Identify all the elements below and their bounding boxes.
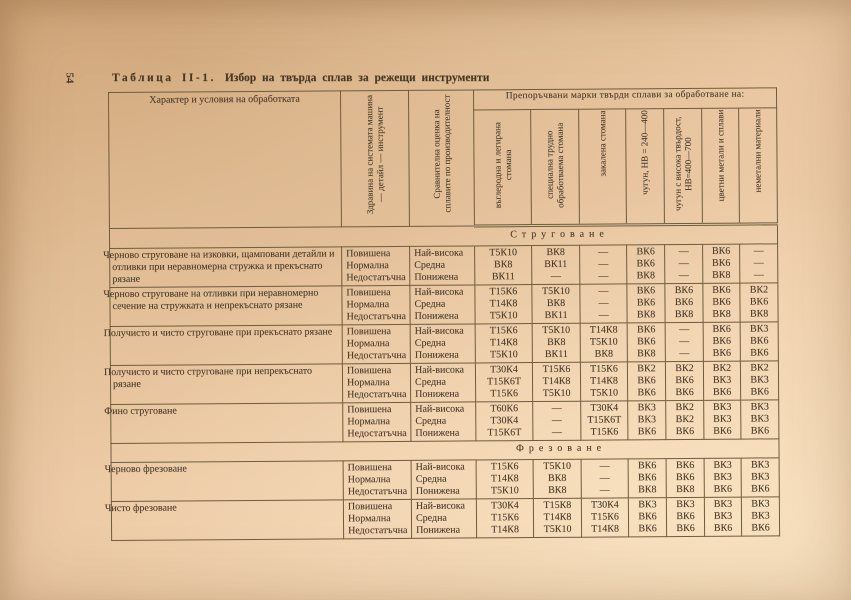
cell-line: Т15К8 [543,499,572,511]
cell-line: ВК6 [675,471,695,484]
cell-line: Т30К4 [590,402,619,414]
cell-line: Понижена [414,310,459,322]
row-values [580,284,627,323]
row-rating [410,285,475,324]
cell-line: — [679,335,690,348]
table-header [109,88,778,229]
cell-line: Нормална [347,416,390,428]
row-values [532,323,580,362]
table-container [103,87,780,541]
cell-line: Т15К6 [491,512,519,524]
cell-line: ВК6 [713,522,733,534]
cell-line: ВК6 [637,426,657,438]
cell-line: Т5К10 [542,387,571,399]
section-title: Струговане [510,228,609,241]
cell-line: Недостатъчна [347,388,407,401]
cell-line: ВК3 [751,498,770,510]
row-values [666,458,704,497]
cell-line: Недостатъчна [347,485,408,498]
row-values [740,283,778,322]
cell-line: Т15К6 [591,511,619,523]
alloy-selection-table [103,87,780,541]
cell-line: Т14К8 [543,511,572,523]
cell-line: ВК6 [637,387,656,399]
cell-line: Средна [415,512,447,524]
row-rating [411,402,476,441]
row-values [704,400,741,439]
table-number-label: Таблица II-1. [112,72,216,84]
row-strength [343,402,411,441]
row-values [703,322,740,361]
row-values [740,244,778,283]
cell-line: ВК2 [675,401,694,414]
cell-line: Най-висока [414,364,464,376]
cell-line: ВК8 [712,269,731,281]
row-values [475,363,532,402]
cell-line: — [678,257,689,270]
cell-line: ВК8 [637,348,656,360]
cell-line: ВК6 [712,386,732,398]
cell-line: — [678,245,689,258]
cell-line: ВК3 [713,471,732,483]
material-column-header [474,110,532,226]
cell-line: — [599,472,610,484]
cell-line: ВК2 [675,413,695,426]
row-rating [410,246,475,285]
cell-line: ВК6 [676,510,695,523]
cell-line: ВК3 [713,498,733,510]
page-number: 54 [63,72,76,84]
cell-line: ВК6 [711,245,731,257]
row-rating [411,499,476,538]
cell-line: Понижена [416,524,461,536]
cell-line: ВК6 [636,324,656,336]
row-rating [410,363,475,402]
row-values [533,401,581,440]
cell-line: — [551,402,562,414]
cell-line: Т5К10 [489,247,518,259]
cell-line: Т30К4 [490,415,519,427]
header-cell-rating [408,90,474,226]
cell-line: ВК8 [494,259,513,271]
cell-line: ВК8 [546,246,565,258]
cell-line: Т30К4 [590,499,619,511]
cell-line: ВК8 [636,270,656,282]
cell-line: Нормална [346,260,389,272]
cell-line: Т5К10 [541,285,570,297]
cell-line: Недостатъчна [346,271,406,284]
row-values [741,458,779,497]
cell-line: ВК6 [637,336,656,348]
table-row [111,458,779,502]
cell-line: ВК6 [638,511,657,523]
cell-line: ВК6 [636,297,656,309]
material-column-label: цветни метали и сплави [714,109,726,202]
cell-line: Т14К8 [589,324,618,336]
cell-line: — [753,257,764,269]
cell-line: ВК8 [547,336,566,348]
row-values [741,497,779,536]
cell-line: ВК3 [751,510,770,522]
cell-line: — [598,246,609,258]
row-strength [343,499,411,538]
cell-line: ВК6 [675,459,695,472]
cell-line: ВК8 [674,308,694,321]
cell-line: ВК3 [750,374,769,386]
cell-line: Най-висока [414,325,464,337]
row-strength [342,363,410,402]
cell-line: ВК6 [749,296,769,308]
table-row [110,322,778,366]
cell-line: Т5К10 [590,387,619,399]
cell-line: Средна [414,337,446,349]
row-values [665,322,703,361]
row-description: Фино струговане [111,403,343,444]
cell-line: Понижена [415,485,460,497]
header-cell-character: Характер и условия на обработката [109,91,342,229]
row-values [703,361,740,400]
cell-line: ВК11 [544,258,568,270]
cell-line: ВК6 [636,258,655,270]
cell-line: — [753,269,764,281]
cell-line: Средна [415,473,447,485]
row-values [628,459,666,498]
cell-line: ВК8 [676,483,695,496]
cell-line: ВК6 [675,386,694,399]
cell-line: Най-висока [415,500,465,512]
cell-line: Средна [414,298,446,310]
row-description: Черново струговане на отливки при неравномерно сечение на стружката и непрекъснато рязане [110,286,342,327]
row-values [628,401,666,440]
cell-line: ВК6 [636,246,655,258]
cell-line: Т5К10 [543,460,572,472]
cell-line: Т15К6 [590,426,619,438]
cell-line: Понижена [414,271,459,283]
cell-line: Нормална [347,474,391,486]
cell-line: ВК3 [713,401,732,413]
row-values [580,362,627,401]
row-values [665,283,703,322]
cell-line: Т14К8 [542,375,571,387]
cell-line: Т15К6 [490,461,519,473]
table-row [110,244,778,288]
cell-line: ВК6 [637,472,657,484]
material-column-header [531,109,580,225]
row-description: Черново струговане на изковки, щамповани детайли и отливки при неравномерна стружка и прекъснато рязане [110,247,342,288]
cell-line: ВК3 [713,510,733,522]
cell-line: Средна [415,415,447,427]
cell-line: ВК2 [675,362,694,375]
material-column-header [579,109,627,225]
cell-line: Т15К6Т [487,376,522,388]
cell-line: Т14К8 [591,523,619,535]
cell-line: ВК11 [544,309,568,321]
cell-line: Повишена [346,326,391,338]
row-description: Получисто и чисто струговане при прекъснато рязане [110,325,342,366]
cell-line: ВК6 [636,285,656,297]
cell-line: ВК2 [637,363,656,375]
row-values [740,322,778,361]
cell-line: Т15К6 [489,325,518,337]
cell-line: ВК6 [750,347,769,359]
cell-line: — [679,347,690,360]
cell-line: ВК6 [713,483,732,495]
material-column-label: неметални материали [752,109,763,193]
cell-line: — [598,285,609,297]
cell-line: Недостатъчна [346,310,406,323]
cell-line: Т15К6 [490,388,519,400]
cell-line: — [753,245,764,257]
material-column-label: чугун, НВ = 240—400 [639,110,650,195]
cell-line: ВК6 [675,374,694,387]
cell-line: ВК3 [676,498,695,511]
cell-line: ВК6 [713,425,732,437]
cell-line: Т5К10 [489,349,518,361]
cell-line: — [678,269,689,282]
cell-line: Средна [414,376,446,388]
cell-line: — [598,270,609,282]
cell-line: ВК2 [749,284,769,296]
cell-line: ВК8 [546,297,566,309]
cell-line: Т14К8 [489,337,518,349]
cell-line: ВК11 [544,348,568,360]
material-column-header [702,108,740,224]
cell-line: ВК3 [637,414,657,426]
cell-line: ВК8 [638,484,657,496]
row-values [627,245,665,284]
cell-line: Понижена [414,349,459,361]
row-strength [342,285,410,324]
cell-line: Най-висока [414,247,464,259]
row-values [704,458,741,497]
cell-line: Недостатъчна [348,524,408,537]
cell-line: Повишена [347,462,392,474]
row-values [580,323,627,362]
cell-line: ВК3 [713,413,732,425]
row-strength [342,324,410,363]
cell-line: Повишена [346,287,391,299]
cell-line: ВК6 [712,257,731,269]
table-body [103,224,779,541]
table-row [110,361,778,405]
cell-line: ВК2 [712,362,732,374]
cell-line: ВК3 [751,471,770,483]
cell-line: ВК6 [750,335,769,347]
cell-line: Недостатъчна [347,427,407,440]
row-values [475,324,532,363]
row-values [532,284,580,323]
cell-line: — [599,460,610,472]
row-values [476,402,533,441]
row-values [475,246,532,285]
row-values [665,244,703,283]
row-values [533,459,581,498]
row-description: Чисто фрезоване [111,500,343,541]
row-values [532,245,580,284]
cell-line: Повишена [346,248,391,260]
cell-line: Т15К6 [590,363,618,375]
cell-line: Нормална [346,299,390,311]
cell-line: Т15К6 [489,286,518,298]
row-values [666,400,704,439]
cell-line: — [551,426,562,438]
cell-line: ВК6 [750,425,770,437]
cell-line: Понижена [415,427,460,439]
cell-line: Т30К4 [490,500,519,512]
row-values [532,362,580,401]
cell-line: ВК6 [676,522,695,535]
row-values [533,498,581,537]
cell-line: — [598,258,609,270]
row-values [740,361,778,400]
cell-line: — [550,270,561,282]
row-strength [342,246,410,285]
row-values [476,460,533,499]
cell-line: ВК8 [594,348,614,360]
cell-line: ВК6 [637,375,656,387]
cell-line: Т14К8 [490,473,519,485]
cell-line: ВК3 [749,323,769,335]
cell-line: Най-висока [415,461,465,473]
header-rating-label: Сравнителна оценка на сплавите по производителност [430,94,452,213]
cell-line: ВК3 [750,401,769,413]
cell-line: ВК3 [750,459,770,471]
section-title: Фрезоване [515,442,607,455]
row-values [627,323,665,362]
cell-line: ВК8 [548,484,567,496]
row-values [704,497,741,536]
cell-line: Т60К6 [490,403,519,415]
document-title [112,72,489,84]
row-values [581,498,628,537]
material-column-label: закалена стомана [596,110,608,177]
cell-line: Т15К6 [542,363,571,375]
row-values [476,499,533,538]
row-values [627,362,665,401]
cell-line: Най-висока [415,403,465,415]
row-description: Получисто и чисто струговане при непрекъснато рязане [110,364,342,405]
cell-line: Т5К10 [490,485,519,497]
cell-line: — [551,414,562,426]
cell-line: Повишена [347,501,393,513]
header-cell-strength [340,90,409,226]
material-column-label: чугун с висока твърдост, НВ=400—700 [672,116,694,212]
cell-line: Т5К10 [542,324,571,336]
cell-line: ВК6 [674,296,694,309]
cell-line: ВК6 [750,386,769,398]
cell-line: Т5К10 [543,523,572,535]
cell-line: Т14К8 [491,524,519,536]
row-values [580,245,627,284]
cell-line: ВК6 [638,523,657,535]
cell-line: ВК8 [712,308,731,320]
cell-line: ВК3 [750,413,770,425]
material-column-header [626,109,665,225]
row-strength [343,460,411,499]
cell-line: Т30К4 [490,364,518,376]
cell-line: ВК6 [674,284,694,297]
cell-line: Т5К10 [589,336,618,348]
material-column-header [739,108,778,224]
cell-line: ВК6 [712,347,732,359]
cell-line: ВК6 [751,522,770,534]
cell-line: — [679,323,690,336]
header-span-recommended: Препоръчвани марки твърди сплави за обработване на: [473,88,776,110]
row-values [627,284,665,323]
row-values [581,459,628,498]
cell-line: ВК6 [712,323,731,335]
row-values [665,361,703,400]
row-values [475,285,532,324]
cell-line: — [598,297,609,309]
cell-line: ВК6 [751,483,770,495]
cell-line: ВК6 [712,335,731,347]
row-description: Черново фрезоване [111,461,343,502]
table-row [110,283,778,327]
material-column-header [664,108,703,224]
cell-line: Повишена [347,404,392,416]
cell-line: Понижена [415,388,460,400]
cell-line: ВК2 [750,362,769,374]
cell-line: ВК3 [637,402,656,414]
row-rating [410,324,475,363]
header-strength-label: Здравина на системата машина — детайл — инструмент [364,94,386,214]
row-rating [411,460,476,499]
cell-line: Нормална [346,377,390,389]
cell-line: Повишена [346,365,392,377]
cell-line: ВК3 [638,499,657,511]
cell-line: Т15К6Т [587,414,622,426]
cell-line: ВК8 [749,308,769,320]
cell-line: ВК8 [547,472,567,484]
cell-line: — [598,309,609,321]
row-values [741,400,779,439]
row-values [628,498,666,537]
material-column-label: въглеродна и легирана стомана [491,122,513,209]
cell-line: ВК3 [712,374,732,386]
cell-line: Нормална [346,338,390,350]
row-values [666,497,704,536]
cell-line: ВК6 [637,460,657,472]
cell-line: Т15К6Т [487,427,522,439]
table-title-text: Избор на твърда сплав за режещи инструменти [224,72,490,84]
cell-line: ВК3 [713,459,732,471]
cell-line: — [599,484,610,496]
cell-line: Средна [414,259,446,271]
row-values [581,401,628,440]
cell-line: Т14К8 [590,375,618,387]
cell-line: Най-висока [414,286,464,298]
cell-line: Т14К8 [489,298,518,310]
cell-line: ВК11 [491,271,515,283]
cell-line: ВК8 [636,309,656,321]
cell-line: Нормална [347,513,391,525]
cell-line: ВК6 [712,296,731,308]
cell-line: ВК6 [675,425,695,438]
row-values [703,283,740,322]
cell-line: ВК6 [712,284,731,296]
table-row [111,400,779,444]
material-column-label: специална трудно обработваема стомана [544,122,566,208]
cell-line: Т5К10 [489,310,518,322]
cell-line: Недостатъчна [346,349,407,362]
row-values [703,244,740,283]
table-row [111,497,779,541]
